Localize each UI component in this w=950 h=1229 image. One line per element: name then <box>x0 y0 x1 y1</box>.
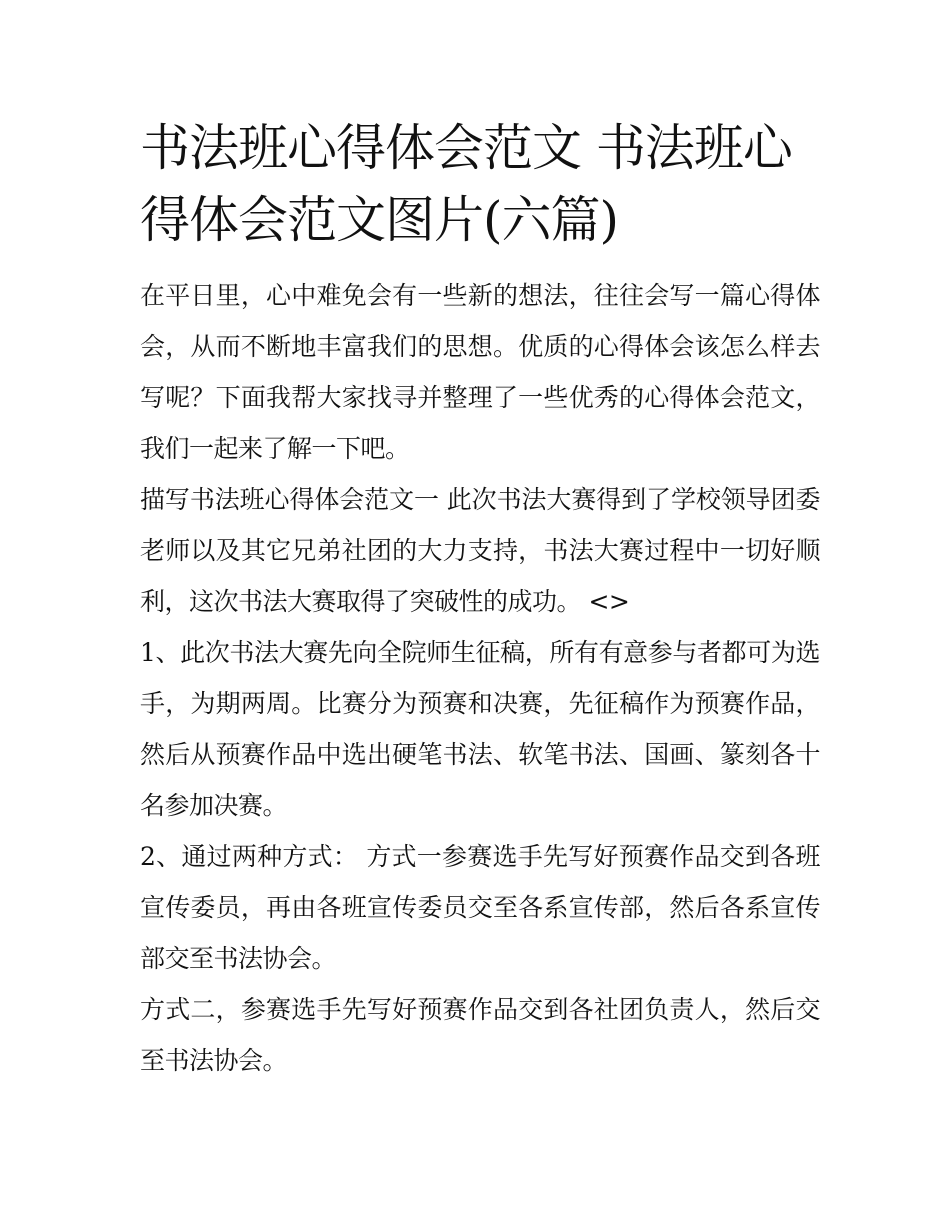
paragraph-item-2: 2、通过两种方式： 方式一参赛选手先写好预赛作品交到各班宣传委员，再由各班宣传委员交至各系宣传部，然后各系宣传部交至书法协会。 <box>140 842 820 973</box>
paragraph-method-two: 方式二，参赛选手先写好预赛作品交到各社团负责人，然后交至书法协会。 <box>140 995 820 1075</box>
paragraph-intro: 在平日里，心中难免会有一些新的想法，往往会写一篇心得体会，从而不断地丰富我们的思想。优质的心得体会该怎么样去写呢？下面我帮大家找寻并整理了一些优秀的心得体会范文，我们一起来了解一下吧。 <box>140 281 820 463</box>
paragraph-essay-one: 描写书法班心得体会范文一 此次书法大赛得到了学校领导团委老师以及其它兄弟社团的大力支持，书法大赛过程中一切好顺利，这次书法大赛取得了突破性的成功。 <> <box>140 485 820 616</box>
paragraph-item-1: 1、此次书法大赛先向全院师生征稿，所有有意参与者都可为选手，为期两周。比赛分为预赛和决赛，先征稿作为预赛作品，然后从预赛作品中选出硬笔书法、软笔书法、国画、篆刻各十名参加决赛。 <box>140 638 820 820</box>
document-page <box>140 112 820 1086</box>
document-title: 书法班心得体会范文 书法班心得体会范文图片(六篇) <box>140 119 792 249</box>
